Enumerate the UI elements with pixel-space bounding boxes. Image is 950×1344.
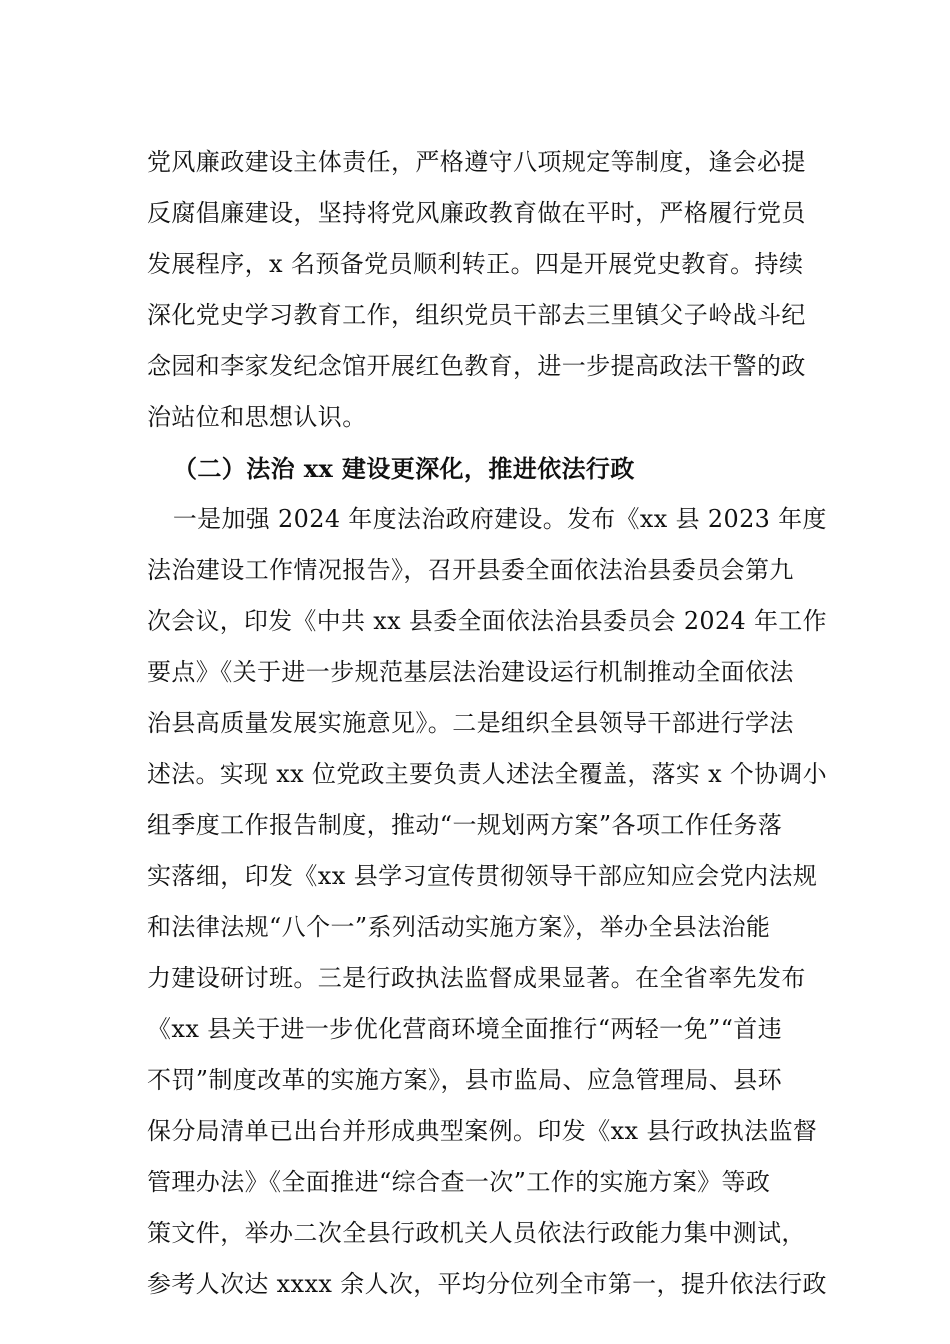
body-text-line: 法治建设工作情况报告》，召开县委全面依法治县委员会第九	[147, 556, 794, 584]
body-text-line: 《xx 县关于进一步优化营商环境全面推行“两轻一免”“首违	[147, 1015, 783, 1043]
document-body	[147, 137, 827, 1310]
body-text-line: 次会议，印发《中共 xx 县委全面依法治县委员会 2024 年工作	[147, 607, 827, 635]
body-text-line: 反腐倡廉建设，坚持将党风廉政教育做在平时，严格履行党员	[147, 199, 806, 227]
body-text-line: 策文件，举办二次全县行政机关人员依法行政能力集中测试，	[147, 1219, 806, 1247]
body-text-line: 力建设研讨班。三是行政执法监督成果显著。在全省率先发布	[147, 964, 806, 992]
section-heading: （二）法治 xx 建设更深化，推进依法行政	[173, 454, 635, 483]
body-text-line: 保分局清单已出台并形成典型案例。印发《xx 县行政执法监督	[147, 1117, 818, 1145]
body-text-line: 不罚”制度改革的实施方案》，县市监局、应急管理局、县环	[147, 1066, 783, 1094]
body-text-line: 要点》《关于进一步规范基层法治建设运行机制推动全面依法	[147, 658, 794, 686]
body-text-line: 管理办法》《全面推进“综合查一次”工作的实施方案》等政	[147, 1168, 771, 1196]
body-text-line: 念园和李家发纪念馆开展红色教育，进一步提高政法干警的政	[147, 352, 806, 380]
body-text-line: 组季度工作报告制度，推动“一规划两方案”各项工作任务落	[147, 811, 783, 839]
paragraph-first-line: 一是加强 2024 年度法治政府建设。发布《xx 县 2023 年度	[172, 505, 827, 533]
body-text-line: 参考人次达 xxxx 余人次，平均分位列全市第一，提升依法行政	[147, 1270, 827, 1298]
body-text-line: 实落细，印发《xx 县学习宣传贯彻领导干部应知应会党内法规	[147, 862, 818, 890]
body-text-line: 深化党史学习教育工作，组织党员干部去三里镇父子岭战斗纪	[147, 301, 806, 329]
body-text-line: 和法律法规“八个一”系列活动实施方案》，举办全县法治能	[147, 913, 771, 941]
body-text-line: 治站位和思想认识。	[147, 403, 367, 431]
body-text-line: 述法。实现 xx 位党政主要负责人述法全覆盖，落实 x 个协调小	[147, 760, 827, 788]
body-text-line: 党风廉政建设主体责任，严格遵守八项规定等制度，逢会必提	[147, 148, 806, 176]
body-text-line: 治县高质量发展实施意见》。二是组织全县领导干部进行学法	[147, 709, 794, 737]
body-text-line: 发展程序，x 名预备党员顺利转正。四是开展党史教育。持续	[147, 250, 804, 278]
